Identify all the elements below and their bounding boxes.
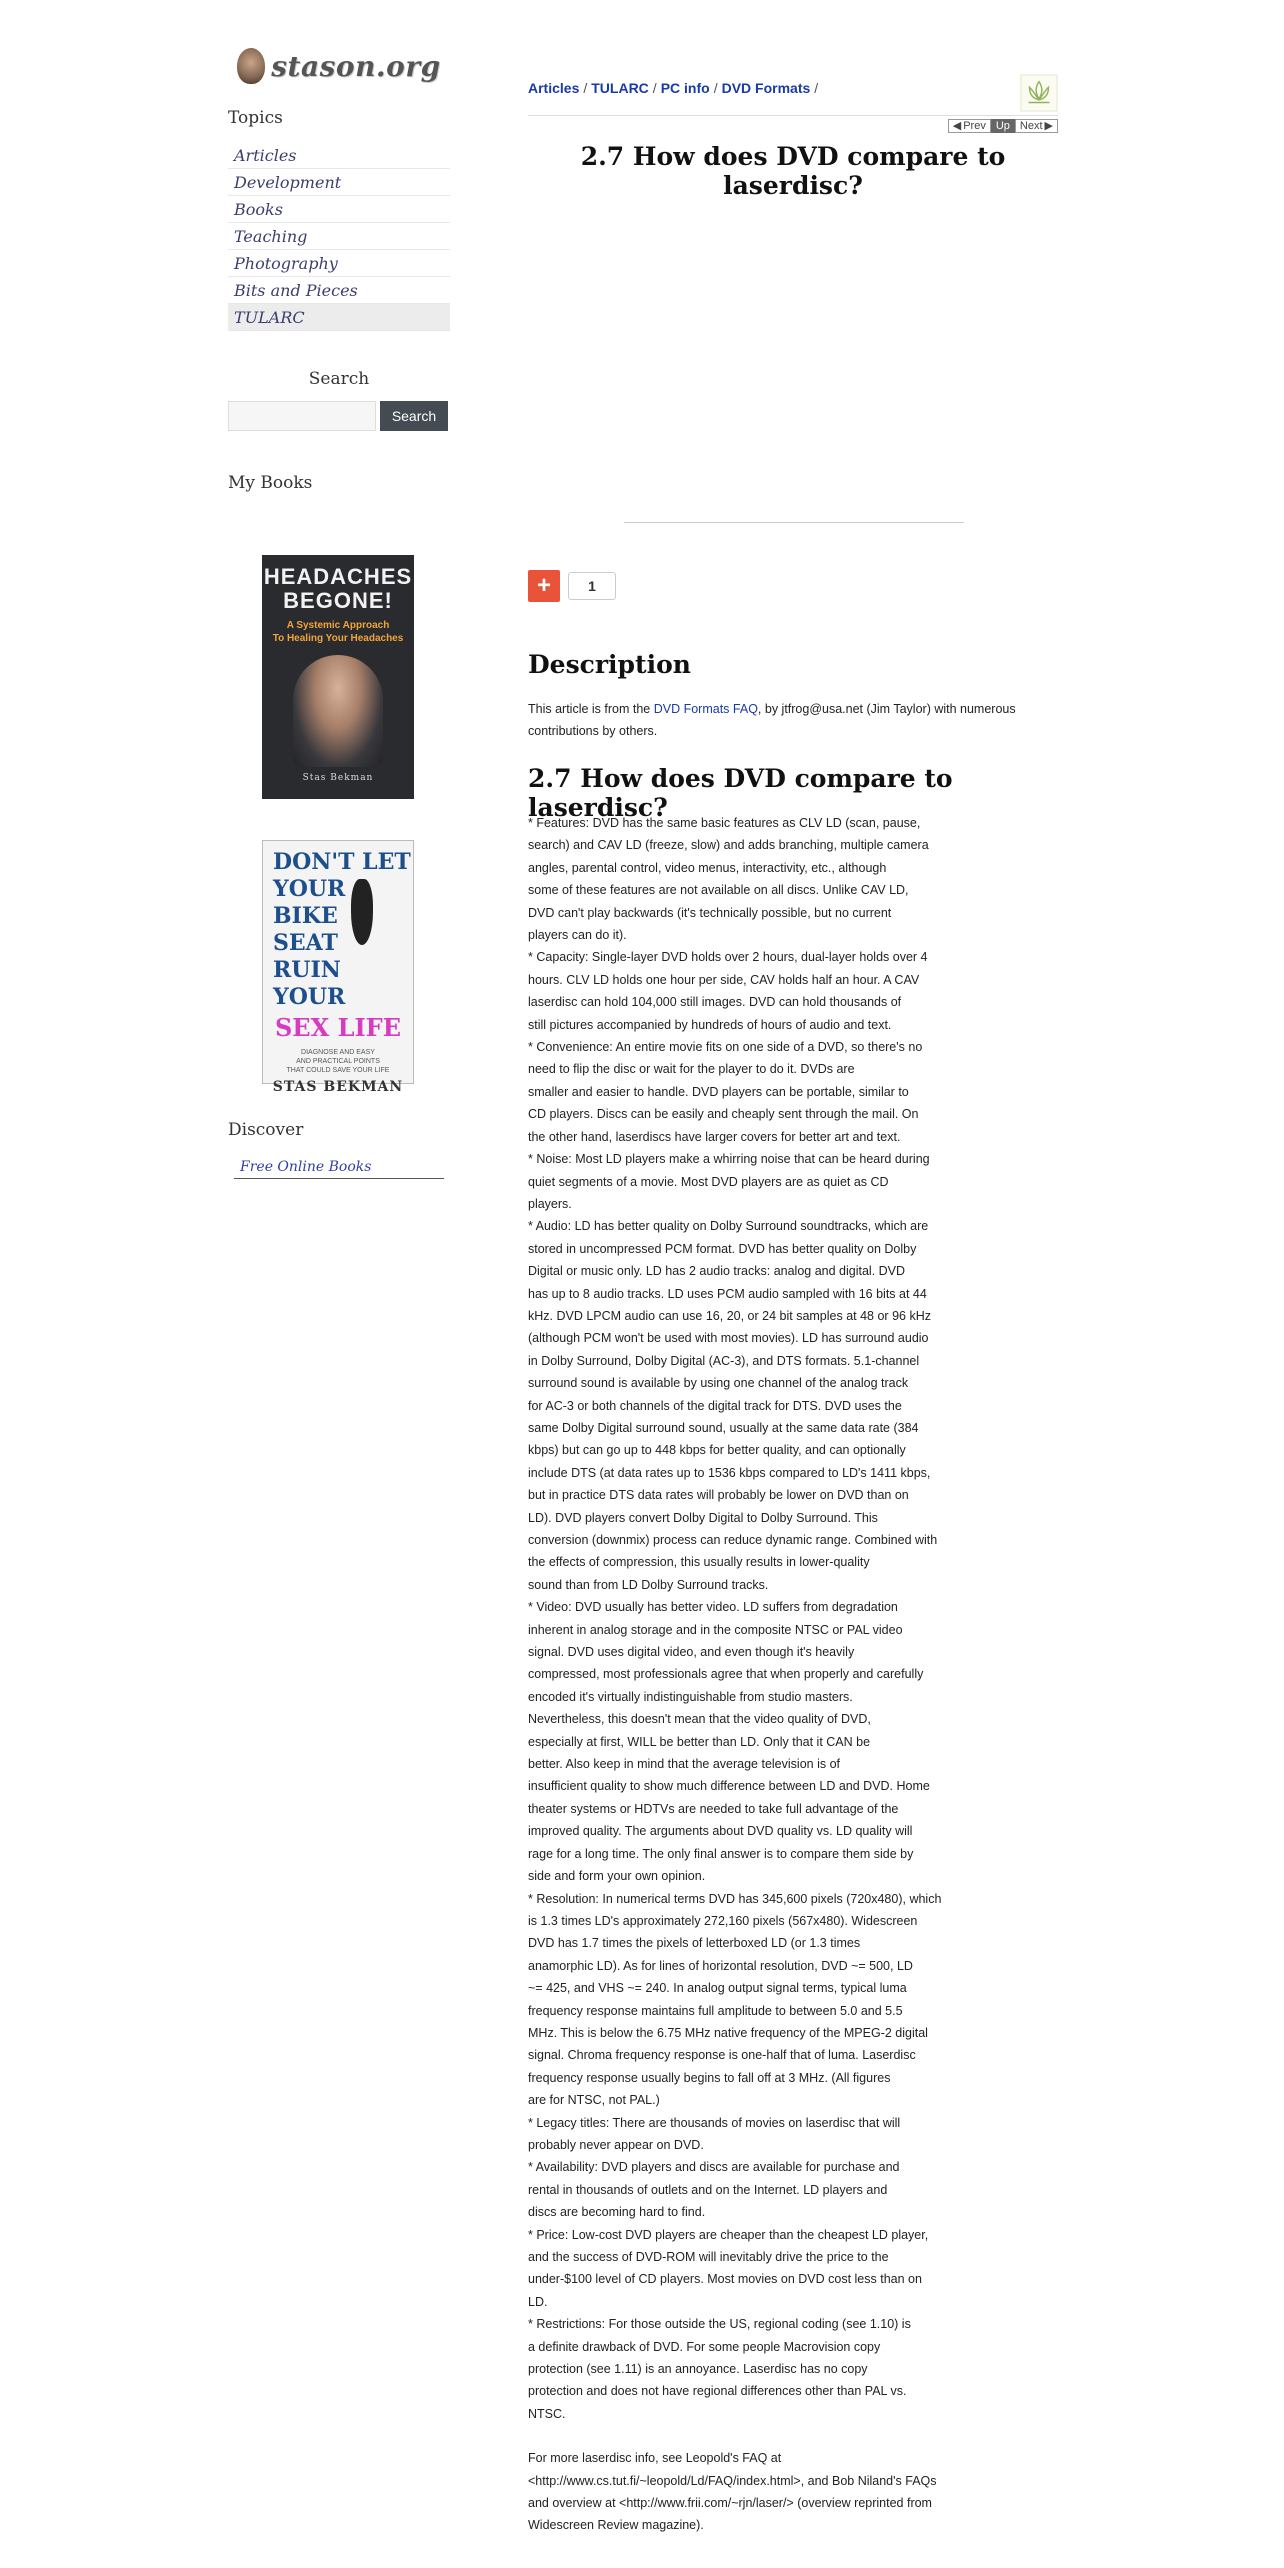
logo-text: stason.org [271, 49, 441, 83]
article-line: the other hand, laserdiscs have larger covers for better art and text. [528, 1129, 901, 1144]
article-line: * Resolution: In numerical terms DVD has 345,600 pixels (720x480), which [528, 1891, 942, 1906]
article-line: include DTS (at data rates up to 1536 kbps compared to LD's 1411 kbps, [528, 1465, 931, 1480]
description-suffix: , by jtfrog@usa.net (Jim Taylor) with numerous contributions by others. [528, 702, 1016, 738]
avatar [237, 48, 265, 84]
article-line: for AC-3 or both channels of the digital track for DTS. DVD uses the [528, 1398, 902, 1413]
article-line: a definite drawback of DVD. For some people Macrovision copy [528, 2339, 881, 2354]
article-line: angles, parental control, video menus, interactivity, etc., although [528, 860, 887, 875]
chevron-left-icon: ◀ [952, 120, 962, 132]
share-count: 1 [568, 572, 616, 600]
divider [624, 522, 964, 523]
book-title [262, 565, 414, 613]
article-line: DVD can't play backwards (it's technically possible, but no current [528, 905, 892, 920]
article-line: ~= 425, and VHS ~= 240. In analog output signal terms, typical luma [528, 1981, 907, 1996]
plus-share-icon[interactable]: + [528, 570, 560, 602]
page-title: 2.7 How does DVD compare to laserdisc? [580, 142, 1006, 200]
article-line: frequency response usually begins to fall off at 3 MHz. (All figures [528, 2070, 891, 2085]
article-line: kHz. DVD LPCM audio can use 16, 20, or 24 bit samples at 48 or 96 kHz [528, 1308, 931, 1323]
footnote-line: and overview at <http://www.frii.com/~rjn/laser/> (overview reprinted from [528, 2496, 932, 2511]
topic-label: TULARC [234, 307, 305, 327]
search-button[interactable]: Search [380, 401, 448, 431]
article-line: better. Also keep in mind that the average television is of [528, 1757, 840, 1772]
article-line: stored in uncompressed PCM format. DVD has better quality on Dolby [528, 1241, 917, 1256]
breadcrumb-articles[interactable]: Articles [528, 80, 580, 96]
article-line: rental in thousands of outlets and on the Internet. LD players and [528, 2182, 888, 2197]
footnote-line: Widescreen Review magazine). [528, 2518, 704, 2533]
prev-label: Prev [963, 120, 986, 132]
book-title-line: SEAT [273, 930, 338, 956]
topics-list [228, 142, 450, 331]
description-prefix: This article is from the [528, 702, 654, 716]
article-line: same Dolby Digital surround sound, usually at the same data rate (384 [528, 1420, 919, 1435]
article-line: still pictures accompanied by hundreds of hours of audio and text. [528, 1017, 892, 1032]
article-line: but in practice DTS data rates will probably be lower on DVD than on [528, 1488, 909, 1503]
search-input[interactable] [228, 401, 376, 431]
breadcrumb-dvd-formats[interactable]: DVD Formats [721, 80, 811, 96]
article-line: * Availability: DVD players and discs are available for purchase and [528, 2160, 900, 2175]
breadcrumb [528, 80, 822, 96]
book-tagline-line: THAT COULD SAVE YOUR LIFE [286, 1067, 390, 1074]
article-line: are for NTSC, not PAL.) [528, 2093, 660, 2108]
book-title [263, 849, 413, 1011]
article-line: LD. [528, 2294, 548, 2309]
article-line: has up to 8 audio tracks. LD uses PCM audio sampled with 16 bits at 44 [528, 1286, 927, 1301]
article-line: compressed, most professionals agree that when properly and carefully [528, 1667, 924, 1682]
article-line: and the success of DVD-ROM will inevitably drive the price to the [528, 2250, 889, 2264]
book-author: Stas Bekman [302, 773, 374, 783]
article-line: laserdisc can hold 104,000 still images. DVD can hold thousands of [528, 995, 902, 1010]
topic-label: Photography [234, 253, 338, 273]
topics-heading: Topics [228, 108, 283, 128]
topic-label: Bits and Pieces [234, 280, 358, 300]
book-title-line: BIKE [273, 903, 338, 929]
article-line: MHz. This is below the 6.75 MHz native frequency of the MPEG-2 digital [528, 2025, 928, 2040]
article-line: surround sound is available by using one channel of the analog track [528, 1376, 909, 1391]
topic-tularc[interactable] [228, 304, 450, 331]
article-line: is 1.3 times LD's approximately 272,160 pixels (567x480). Widescreen [528, 1913, 918, 1928]
breadcrumb-bar [528, 40, 1058, 116]
article-line: players. [528, 1196, 572, 1211]
article-line: * Price: Low-cost DVD players are cheaper than the cheapest LD player, [528, 2227, 929, 2242]
topic-photography[interactable] [228, 250, 450, 277]
article-line: LD). DVD players convert Dolby Digital to Dolby Surround. This [528, 1510, 878, 1525]
breadcrumb-separator: / [814, 80, 819, 96]
article-line: search) and CAV LD (freeze, slow) and adds branching, multiple camera [528, 838, 929, 853]
topic-label: Books [234, 199, 283, 219]
topic-bits-and-pieces[interactable] [228, 277, 450, 304]
article-line: insufficient quality to show much difference between LD and DVD. Home [528, 1779, 930, 1794]
book-cover-headaches-begone[interactable] [262, 555, 414, 799]
article-line: smaller and easier to handle. DVD players can be portable, similar to [528, 1084, 909, 1099]
lotus-icon[interactable] [1020, 74, 1058, 112]
main-content [528, 40, 1058, 2533]
prev-button[interactable] [948, 119, 991, 133]
share-widget [528, 570, 616, 602]
article-line: side and form your own opinion. [528, 1869, 706, 1884]
article-line: encoded it's virtually indistinguishable from studio masters. [528, 1689, 853, 1704]
search-heading: Search [308, 369, 370, 389]
article-footnote [528, 2447, 968, 2537]
article-line: * Capacity: Single-layer DVD holds over 2 hours, dual-layer holds over 4 [528, 950, 928, 965]
article-line: CD players. Discs can be easily and cheaply sent through the mail. On [528, 1107, 919, 1122]
breadcrumb-pc-info[interactable]: PC info [660, 80, 710, 96]
topic-articles[interactable] [228, 142, 450, 169]
book-subtitle-line: To Healing Your Headaches [272, 633, 404, 644]
my-books-heading: My Books [228, 473, 313, 493]
book-author: STAS BEKMAN [272, 1079, 404, 1095]
article-line: probably never appear on DVD. [528, 2137, 704, 2152]
article-line: anamorphic LD). As for lines of horizontal resolution, DVD ~= 500, LD [528, 1958, 913, 1973]
article-line: some of these features are not available on all discs. Unlike CAV LD, [528, 883, 909, 898]
article-line: Nevertheless, this doesn't mean that the video quality of DVD, [528, 1712, 871, 1727]
next-label: Next [1019, 120, 1043, 132]
bike-seat-image [351, 879, 373, 945]
article-line: NTSC. [528, 2406, 566, 2421]
free-online-books-link[interactable]: Free Online Books [234, 1157, 444, 1179]
description-heading: Description [528, 650, 691, 679]
article-line: rage for a long time. The only final answer is to compare them side by [528, 1846, 914, 1861]
article-heading: 2.7 How does DVD compare to laserdisc? [528, 764, 953, 822]
article-line: sound than from LD Dolby Surround tracks. [528, 1577, 769, 1592]
article-line: quiet segments of a movie. Most DVD players are as quiet as CD [528, 1174, 889, 1189]
article-line: conversion (downmix) process can reduce dynamic range. Combined with [528, 1533, 938, 1547]
book-title-highlight: SEX LIFE [274, 1013, 402, 1042]
article-line: * Noise: Most LD players make a whirring noise that can be heard during [528, 1152, 930, 1167]
article-line: especially at first, WILL be better than LD. Only that it CAN be [528, 1734, 871, 1749]
article-line: under-$100 level of CD players. Most movies on DVD cost less than on [528, 2272, 922, 2287]
breadcrumb-separator: / [713, 80, 718, 96]
book-title-line: BEGONE! [283, 588, 393, 613]
book-tagline [263, 1048, 413, 1075]
book-title-line: RUIN YOUR [273, 957, 346, 1010]
article-line: kbps) but can go up to 448 kbps for better quality, and can optionally [528, 1443, 906, 1458]
book-cover-photo [293, 655, 383, 767]
article-line: * Legacy titles: There are thousands of movies on laserdisc that will [528, 2115, 901, 2130]
topic-label: Development [234, 172, 342, 192]
breadcrumb-tularc[interactable]: TULARC [591, 80, 649, 96]
article-body [528, 812, 968, 2537]
search-form [228, 401, 450, 431]
article-line: * Restrictions: For those outside the US, regional coding (see 1.10) is [528, 2317, 911, 2332]
book-subtitle [262, 619, 414, 645]
article-line: signal. DVD uses digital video, and even though it's heavily [528, 1645, 855, 1660]
discover-heading: Discover [228, 1120, 304, 1140]
up-button[interactable]: Up [991, 119, 1015, 133]
description-text [528, 698, 1058, 742]
article-line: in Dolby Surround, Dolby Digital (AC-3), and DTS formats. 5.1-channel [528, 1353, 920, 1368]
book-title-line: YOUR [273, 876, 346, 902]
topic-books[interactable] [228, 196, 450, 223]
book-cover-bike-seat[interactable] [262, 840, 414, 1095]
book-subtitle-line: A Systemic Approach [286, 620, 390, 631]
article-line: Digital or music only. LD has 2 audio tracks: analog and digital. DVD [528, 1264, 906, 1279]
article-line: DVD has 1.7 times the pixels of letterboxed LD (or 1.3 times [528, 1936, 861, 1951]
topic-development[interactable] [228, 169, 450, 196]
article-lines [528, 812, 968, 2425]
article-line: improved quality. The arguments about DVD quality vs. LD quality will [528, 1824, 913, 1839]
article-line: theater systems or HDTVs are needed to take full advantage of the [528, 1801, 899, 1816]
footnote-line: For more laserdisc info, see Leopold's FAQ at [528, 2451, 782, 2466]
article-line: * Convenience: An entire movie fits on one side of a DVD, so there's no [528, 1040, 923, 1055]
topic-teaching[interactable] [228, 223, 450, 250]
article-line: * Audio: LD has better quality on Dolby Surround soundtracks, which are [528, 1219, 929, 1234]
site-logo[interactable] [228, 40, 450, 92]
book-tagline-line: DIAGNOSE AND EASY [301, 1049, 375, 1056]
book-title-line: DON'T LET [273, 849, 411, 875]
next-button[interactable] [1015, 119, 1058, 133]
article-line: * Features: DVD has the same basic features as CLV LD (scan, pause, [528, 816, 921, 830]
article-line: (although PCM won't be used with most movies). LD has surround audio [528, 1331, 929, 1346]
topic-label: Articles [234, 145, 297, 165]
book-tagline-line: AND PRACTICAL POINTS [296, 1058, 380, 1065]
article-line: discs are becoming hard to find. [528, 2205, 706, 2220]
topic-label: Teaching [234, 226, 308, 246]
article-line: * Video: DVD usually has better video. LD suffers from degradation [528, 1600, 898, 1615]
breadcrumb-separator: / [583, 80, 588, 96]
article-line: players can do it). [528, 928, 627, 943]
article-line: frequency response maintains full amplitude to between 5.0 and 5.5 [528, 2003, 903, 2018]
breadcrumb-separator: / [652, 80, 657, 96]
article-line: signal. Chroma frequency response is one-half that of luma. Laserdisc [528, 2048, 916, 2063]
dvd-formats-faq-link[interactable]: DVD Formats FAQ [653, 702, 758, 716]
pager [948, 119, 1058, 133]
article-line: hours. CLV LD holds one hour per side, CAV holds half an hour. A CAV [528, 972, 920, 987]
article-line: need to flip the disc or wait for the player to do it. DVDs are [528, 1062, 855, 1077]
article-line: the effects of compression, this usually results in lower-quality [528, 1555, 870, 1570]
article-line: protection and does not have regional differences other than PAL vs. [528, 2384, 907, 2399]
chevron-right-icon: ▶ [1044, 120, 1053, 132]
article-line: protection (see 1.11) is an annoyance. Laserdisc has no copy [528, 2362, 868, 2377]
sidebar [228, 40, 450, 1175]
footnote-line: <http://www.cs.tut.fi/~leopold/Ld/FAQ/index.html>, and Bob Niland's FAQs [528, 2473, 937, 2488]
article-line: inherent in analog storage and in the composite NTSC or PAL video [528, 1622, 903, 1637]
book-title-line: HEADACHES [263, 564, 413, 589]
